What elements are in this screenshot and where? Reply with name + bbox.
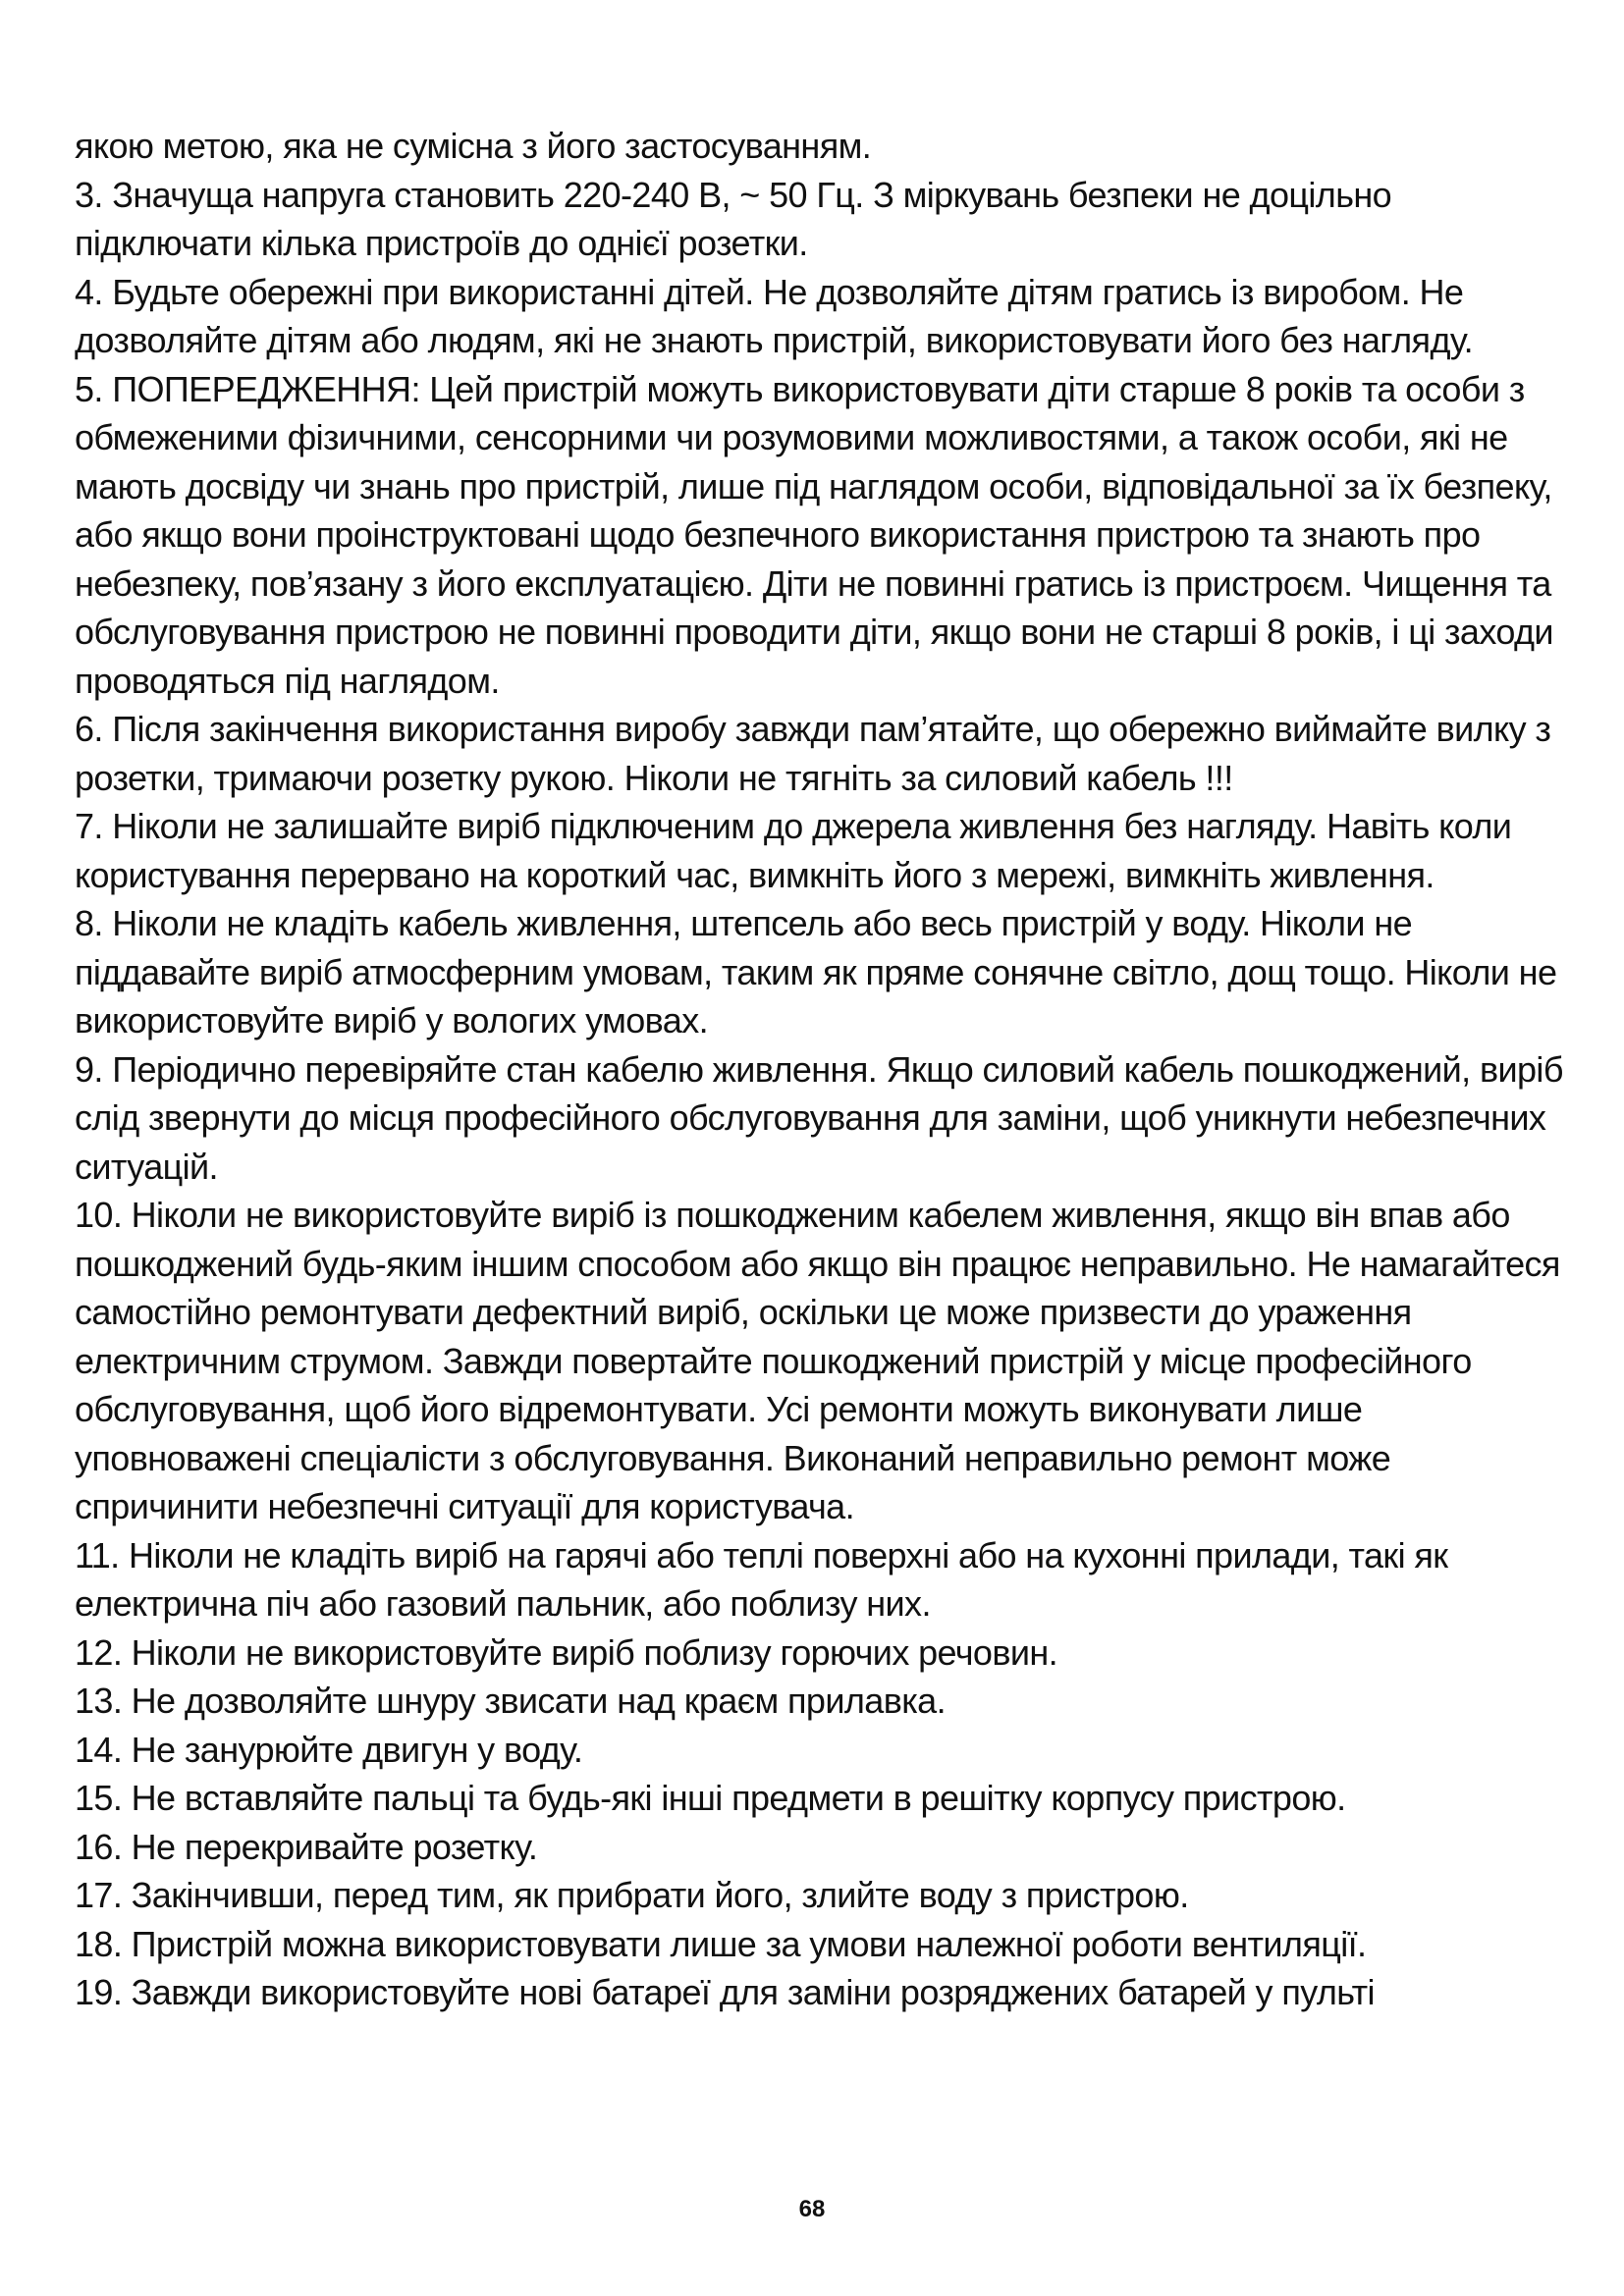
paragraph-item-11: 11. Ніколи не кладіть виріб на гарячі або теплі поверхні або на кухонні прилади, такі як електрична піч або газовий пальник, або поблизу них. [75,1534,1448,1624]
paragraph-continuation: якою метою, яка не сумісна з його застосуванням. [75,126,872,166]
paragraph-item-8: 8. Ніколи не кладіть кабель живлення, штепсель або весь пристрій у воду. Ніколи не піддавайте виріб атмосферним умовам, таким як пряме сонячне світло, дощ тощо. Ніколи не використовуйте виріб у вологих умовах. [75,903,1557,1041]
paragraph-item-16: 16. Не перекривайте розетку. [75,1826,538,1867]
paragraph-item-14: 14. Не занурюйте двигун у воду. [75,1729,583,1770]
paragraph-item-15: 15. Не вставляйте пальці та будь-які інші предмети в решітку корпусу пристрою. [75,1778,1346,1818]
page-number: 68 [798,2196,826,2222]
paragraph-item-12: 12. Ніколи не використовуйте виріб поблизу горючих речовин. [75,1631,1058,1673]
paragraph-item-3: 3. Значуща напруга становить 220-240 В, ~ 50 Гц. З міркувань безпеки не доцільно підключати кілька пристроїв до однієї розетки. [75,174,1392,263]
paragraph-item-5: 5. ПОПЕРЕДЖЕННЯ: Цей пристрій можуть використовувати діти старше 8 років та особи з обмеженими фізичними, сенсорними чи розумовими можливостями, а також особи, які не мають досвіду чи знань про пристрій, лише під наглядом особи, відповідальної за їх безпеку, або якщо вони проінструктовані щодо безпечного використання пристрою та знають про небезпеку, пов’язану з його експлуатацією. Діти не повинні гратись із пристроєм. Чищення та обслуговування пристрою не повинні проводити діти, якщо вони не старші 8 років, і ці заходи проводяться під наглядом. [75,368,1553,701]
paragraph-item-7: 7. Ніколи не залишайте виріб підключеним до джерела живлення без нагляду. Навіть коли користування перервано на короткий час, вимкніть його з мережі, вимкніть живлення. [75,806,1512,895]
paragraph-item-6: 6. Після закінчення використання виробу завжди пам’ятайте, що обережно виймайте вилку з розетки, тримаючи розетку рукою. Ніколи не тягніть за силовий кабель !!! [75,709,1551,798]
paragraph-item-10: 10. Ніколи не використовуйте виріб із пошкодженим кабелем живлення, якщо він впав або пошкоджений будь-яким іншим способом або якщо він працює неправильно. Не намагайтеся самостійно ремонтувати дефектний виріб, оскільки це може призвести до ураження електричним струмом. Завжди повертайте пошкоджений пристрій у місце професійного обслуговування, щоб його відремонтувати. Усі ремонти можуть виконувати лише уповноважені спеціалісти з обслуговування. Виконаний неправильно ремонт може спричинити небезпечні ситуації для користувача. [75,1195,1560,1526]
paragraph-item-9: 9. Періодично перевіряйте стан кабелю живлення. Якщо силовий кабель пошкоджений, виріб слід звернути до місця професійного обслуговування для заміни, щоб уникнути небезпечних ситуацій. [75,1048,1563,1187]
paragraph-item-18: 18. Пристрій можна використовувати лише за умови належної роботи вентиляції. [75,1923,1367,1964]
document-body [75,122,1567,2017]
paragraph-item-13: 13. Не дозволяйте шнуру звисати над краєм прилавка. [75,1681,946,1721]
paragraph-item-17: 17. Закінчивши, перед тим, як прибрати його, злийте воду з пристрою. [75,1875,1189,1915]
paragraph-item-4: 4. Будьте обережні при використанні дітей. Не дозволяйте дітям гратись із виробом. Не дозволяйте дітям або людям, які не знають пристрій, використовувати його без нагляду. [75,271,1474,360]
paragraph-item-19: 19. Завжди використовуйте нові батареї для заміни розряджених батарей у пульті [75,1972,1375,2012]
